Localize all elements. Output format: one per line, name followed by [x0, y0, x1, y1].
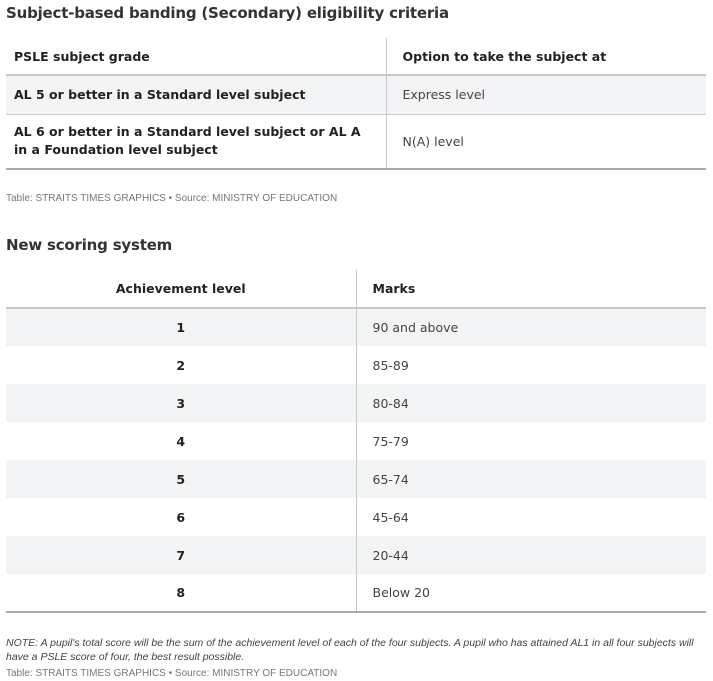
table2-note: NOTE: A pupil's total score will be the sum of the achievement level of each of the four subjects. A pupil who has attained AL1 in all four subjects will have a PSLE score of four, the best result possible. [6, 637, 694, 663]
grade-cell: AL 6 or better in a Standard level subject or AL A in a Foundation level subject [6, 114, 386, 169]
level-cell: 4 [176, 433, 186, 449]
table-row [6, 498, 706, 536]
level-cell: 3 [176, 395, 186, 411]
column-header-level: Achievement level [6, 270, 356, 308]
scoring-table [6, 270, 706, 613]
marks-cell: 85-89 [356, 346, 706, 384]
table1-source: Table: STRAITS TIMES GRAPHICS • Source: MINISTRY OF EDUCATION [6, 193, 338, 204]
table-row [6, 346, 706, 384]
eligibility-table [6, 38, 706, 170]
table-row [6, 384, 706, 422]
level-cell: 2 [176, 357, 186, 373]
table2-title: New scoring system [6, 236, 173, 254]
level-cell: 5 [176, 471, 186, 487]
level-cell: 1 [176, 320, 186, 335]
marks-cell: 90 and above [356, 308, 706, 346]
level-cell: 7 [176, 547, 186, 563]
table-row [6, 574, 706, 612]
table-row [6, 114, 706, 169]
marks-cell: 45-64 [356, 498, 706, 536]
table2-source: Table: STRAITS TIMES GRAPHICS • Source: MINISTRY OF EDUCATION [6, 668, 338, 679]
table-row [6, 460, 706, 498]
marks-cell: 75-79 [356, 422, 706, 460]
level-cell: 8 [6, 574, 356, 612]
column-header-marks: Marks [356, 270, 706, 308]
marks-cell: 80-84 [356, 384, 706, 422]
column-header-grade: PSLE subject grade [6, 38, 386, 75]
table-row [6, 422, 706, 460]
grade-cell: AL 5 or better in a Standard level subject [6, 75, 386, 114]
marks-cell: Below 20 [356, 574, 706, 612]
option-cell: Express level [386, 75, 706, 114]
table1-title: Subject-based banding (Secondary) eligibility criteria [6, 4, 449, 22]
table-row [6, 536, 706, 574]
table-header-row [6, 38, 706, 75]
table-row [6, 75, 706, 114]
table-row [6, 308, 706, 346]
option-cell: N(A) level [386, 114, 706, 169]
level-cell: 6 [176, 509, 186, 525]
column-header-option: Option to take the subject at [386, 38, 706, 75]
marks-cell: 65-74 [356, 460, 706, 498]
marks-cell: 20-44 [356, 536, 706, 574]
table-header-row [6, 270, 706, 308]
